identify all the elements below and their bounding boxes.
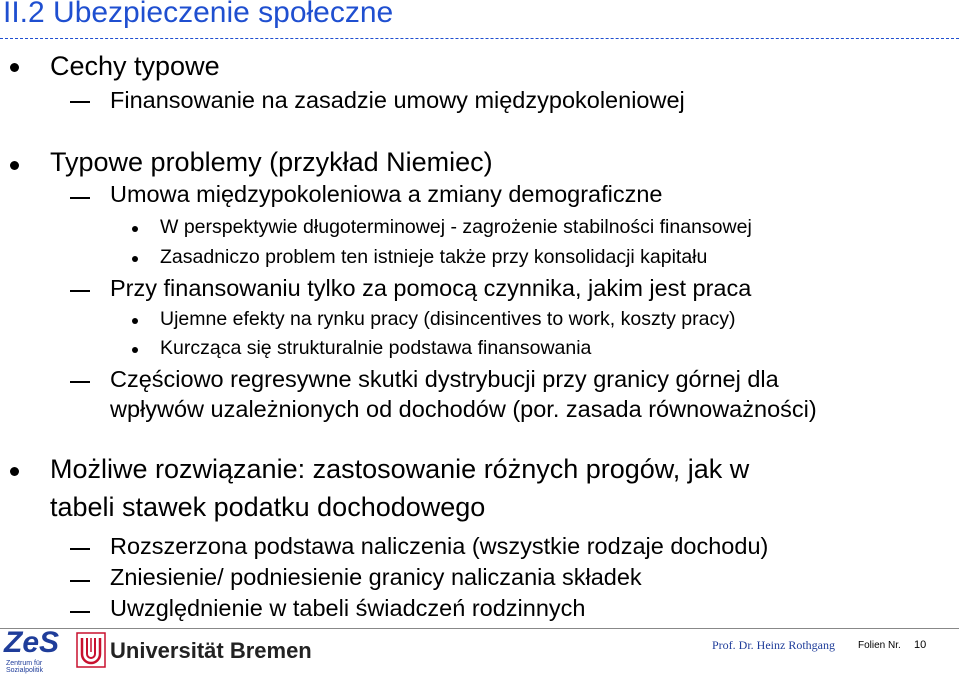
list-item-continuation: wpływów uzależnionych od dochodów (por. zasada równoważności) (110, 396, 817, 422)
bullet-icon (132, 226, 138, 232)
list-item: W perspektywie długoterminowej - zagrożenie stabilności finansowej (160, 216, 752, 238)
section-heading: Typowe problemy (przykład Niemiec) (50, 147, 493, 177)
dash-icon (70, 548, 90, 550)
dash-icon (70, 101, 90, 103)
bullet-icon (132, 256, 138, 262)
bullet-icon (132, 318, 138, 324)
zes-logo-text: ZeS (4, 626, 60, 659)
author-name: Prof. Dr. Heinz Rothgang (712, 638, 835, 652)
dash-icon (70, 197, 90, 199)
section-heading: Możliwe rozwiązanie: zastosowanie różnych progów, jak w (50, 454, 750, 484)
zes-logo (4, 628, 62, 674)
list-item: Uwzględnienie w tabeli świadczeń rodzinnych (110, 595, 586, 621)
list-item: Kurcząca się strukturalnie podstawa finansowania (160, 337, 592, 359)
section-heading: Cechy typowe (50, 51, 220, 81)
list-item: Zniesienie/ podniesienie granicy naliczania składek (110, 564, 642, 590)
university-seal-icon (76, 632, 106, 668)
list-item: Rozszerzona podstawa naliczenia (wszystkie rodzaje dochodu) (110, 533, 769, 559)
bullet-icon (10, 161, 19, 170)
dash-icon (70, 611, 90, 613)
list-item: Finansowanie na zasadzie umowy międzypokoleniowej (110, 87, 685, 113)
list-item: Częściowo regresywne skutki dystrybucji przy granicy górnej dla (110, 366, 779, 392)
title-divider (0, 38, 959, 39)
list-item: Umowa międzypokoleniowa a zmiany demograficzne (110, 181, 663, 207)
slide-title: II.2 Ubezpieczenie społeczne (3, 0, 394, 29)
section-heading-continuation: tabeli stawek podatku dochodowego (50, 492, 486, 522)
bullet-icon (132, 347, 138, 353)
dash-icon (70, 580, 90, 582)
zes-logo-subtitle: Zentrum für Sozialpolitik (6, 660, 43, 675)
list-item: Przy finansowaniu tylko za pomocą czynnika, jakim jest praca (110, 275, 752, 301)
footer-divider (0, 628, 959, 629)
list-item: Ujemne efekty na rynku pracy (disincentives to work, koszty pracy) (160, 308, 736, 330)
university-name: Universität Bremen (110, 638, 312, 663)
dash-icon (70, 290, 90, 292)
dash-icon (70, 381, 90, 383)
slide-number: 10 (914, 639, 927, 651)
slide-number-label: Folien Nr. (858, 640, 901, 651)
list-item: Zasadniczo problem ten istnieje także przy konsolidacji kapitału (160, 246, 708, 268)
bullet-icon (10, 467, 19, 476)
bullet-icon (10, 63, 19, 72)
